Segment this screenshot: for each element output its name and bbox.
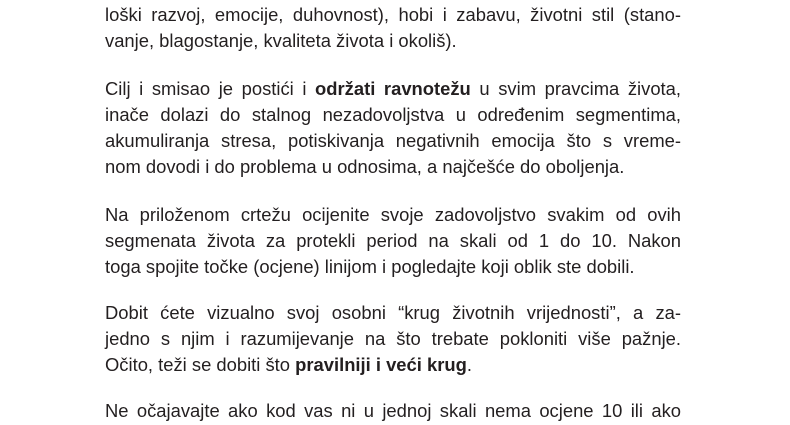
- paragraph-goal-balance: [105, 76, 681, 180]
- paragraph-life-circle: [105, 300, 681, 378]
- text-line: akumuliranja stresa, potiskivanja negativnih emocija što s vreme-: [105, 130, 681, 151]
- text-line: jedno s njim i razumijevanje na što trebate pokloniti više pažnje.: [105, 328, 681, 349]
- text-segment: Cilj i smisao je postići i: [105, 78, 316, 99]
- text-line: inače dolazi do stalnog nezadovoljstva u određenim segmentima,: [105, 104, 681, 125]
- text-line: Na priloženom crtežu ocijenite svoje zadovoljstvo svakim od ovih: [105, 204, 681, 225]
- bold-phrase: održati ravnotežu: [315, 78, 471, 99]
- text-line: nom dovodi i do problema u odnosima, a najčešće do oboljenja.: [105, 156, 625, 177]
- text-line: segmenata života za protekli period na skali od 1 do 10. Nakon: [105, 230, 681, 251]
- text-line: toga spojite točke (ocjene) linijom i pogledajte koji oblik ste dobili.: [105, 256, 635, 277]
- text-segment: u svim pravcima života,: [470, 78, 681, 99]
- text-line: vanje, blagostanje, kvaliteta života i okoliš).: [105, 30, 457, 51]
- bold-phrase: pravilniji i veći krug: [295, 354, 467, 375]
- text-segment: .: [466, 354, 472, 375]
- text-line: [105, 352, 681, 378]
- text-segment: Očito, teži se dobiti što: [105, 354, 296, 375]
- paragraph-encouragement: [105, 398, 681, 424]
- text-line: loški razvoj, emocije, duhovnost), hobi i zabavu, životni stil (stano-: [105, 4, 681, 25]
- text-line: Ne očajavajte ako kod vas ni u jednoj skali nema ocjene 10 ili ako: [105, 400, 681, 421]
- text-line: Dobit ćete vizualno svoj osobni “krug životnih vrijednosti”, a za-: [105, 302, 681, 323]
- paragraph-instructions: [105, 202, 681, 280]
- paragraph-life-areas: [105, 2, 681, 54]
- text-line: [105, 76, 681, 102]
